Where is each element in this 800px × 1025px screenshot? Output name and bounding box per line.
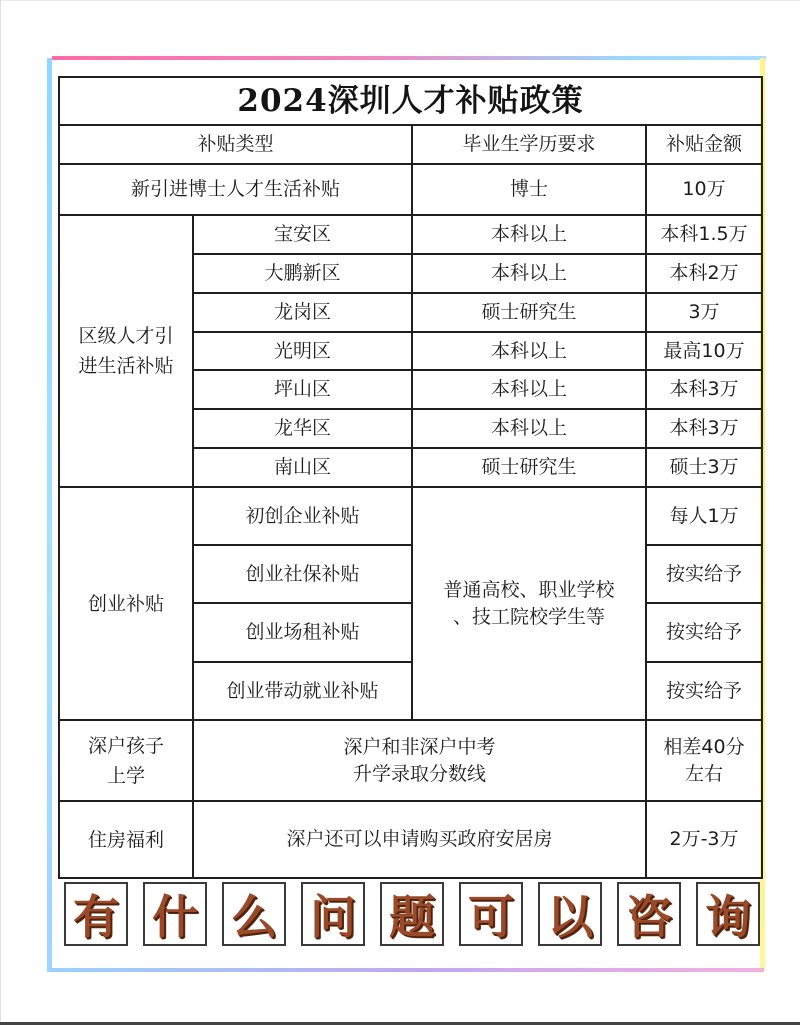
- district-amount: 本科2万: [646, 254, 762, 293]
- housing-amount: 2万-3万: [646, 801, 762, 878]
- decorative-frame-left: [47, 58, 52, 972]
- district-requirement: 本科以上: [412, 370, 646, 409]
- district-category: 区级人才引 进生活补贴: [59, 215, 193, 487]
- banner-char: 可: [459, 882, 523, 946]
- district-name: 坪山区: [193, 370, 412, 409]
- banner-char: 问: [301, 882, 365, 946]
- district-amount: 本科3万: [646, 370, 762, 409]
- district-name: 南山区: [193, 448, 412, 487]
- startup-subsidy-name: 创业带动就业补贴: [193, 662, 412, 720]
- district-requirement: 硕士研究生: [412, 293, 646, 332]
- banner-char: 询: [696, 882, 760, 946]
- startup-requirement: 普通高校、职业学校 、技工院校学生等: [412, 487, 646, 720]
- header-type: 补贴类型: [59, 125, 412, 164]
- district-name: 光明区: [193, 332, 412, 370]
- table-title: 2024深圳人才补贴政策: [59, 77, 762, 125]
- header-amount: 补贴金额: [646, 125, 762, 164]
- district-amount: 最高10万: [646, 332, 762, 370]
- consult-banner: [64, 882, 758, 944]
- header-requirement: 毕业生学历要求: [412, 125, 646, 164]
- banner-char: 有: [64, 882, 128, 946]
- banner-char: 以: [538, 882, 602, 946]
- startup-subsidy-name: 初创企业补贴: [193, 487, 412, 545]
- decorative-frame-top: [52, 56, 766, 60]
- policy-table: [58, 76, 763, 879]
- district-amount: 硕士3万: [646, 448, 762, 487]
- district-amount: 本科1.5万: [646, 215, 762, 254]
- screen-edge-left: [0, 0, 1, 1025]
- banner-char: 咨: [617, 882, 681, 946]
- doctor-subsidy-amount: 10万: [646, 164, 762, 215]
- startup-subsidy-amount: 按实给予: [646, 545, 762, 603]
- startup-subsidy-amount: 每人1万: [646, 487, 762, 545]
- district-requirement: 本科以上: [412, 409, 646, 448]
- district-requirement: 硕士研究生: [412, 448, 646, 487]
- banner-char: 题: [380, 882, 444, 946]
- doctor-subsidy-requirement: 博士: [412, 164, 646, 215]
- district-requirement: 本科以上: [412, 215, 646, 254]
- district-name: 宝安区: [193, 215, 412, 254]
- school-description: 深户和非深户中考 升学录取分数线: [193, 720, 646, 801]
- district-amount: 3万: [646, 293, 762, 332]
- district-name: 龙岗区: [193, 293, 412, 332]
- screen-edge-top: [0, 0, 800, 1]
- housing-category: 住房福利: [59, 801, 193, 878]
- district-name: 大鹏新区: [193, 254, 412, 293]
- housing-description: 深户还可以申请购买政府安居房: [193, 801, 646, 878]
- doctor-subsidy-type: 新引进博士人才生活补贴: [59, 164, 412, 215]
- school-category: 深户孩子 上学: [59, 720, 193, 801]
- district-name: 龙华区: [193, 409, 412, 448]
- district-amount: 本科3万: [646, 409, 762, 448]
- startup-category: 创业补贴: [59, 487, 193, 720]
- startup-subsidy-amount: 按实给予: [646, 603, 762, 662]
- district-requirement: 本科以上: [412, 254, 646, 293]
- banner-char: 什: [143, 882, 207, 946]
- banner-char: 么: [222, 882, 286, 946]
- school-amount: 相差40分 左右: [646, 720, 762, 801]
- startup-subsidy-name: 创业场租补贴: [193, 603, 412, 662]
- decorative-frame-bottom: [50, 968, 764, 972]
- startup-subsidy-name: 创业社保补贴: [193, 545, 412, 603]
- district-requirement: 本科以上: [412, 332, 646, 370]
- startup-subsidy-amount: 按实给予: [646, 662, 762, 720]
